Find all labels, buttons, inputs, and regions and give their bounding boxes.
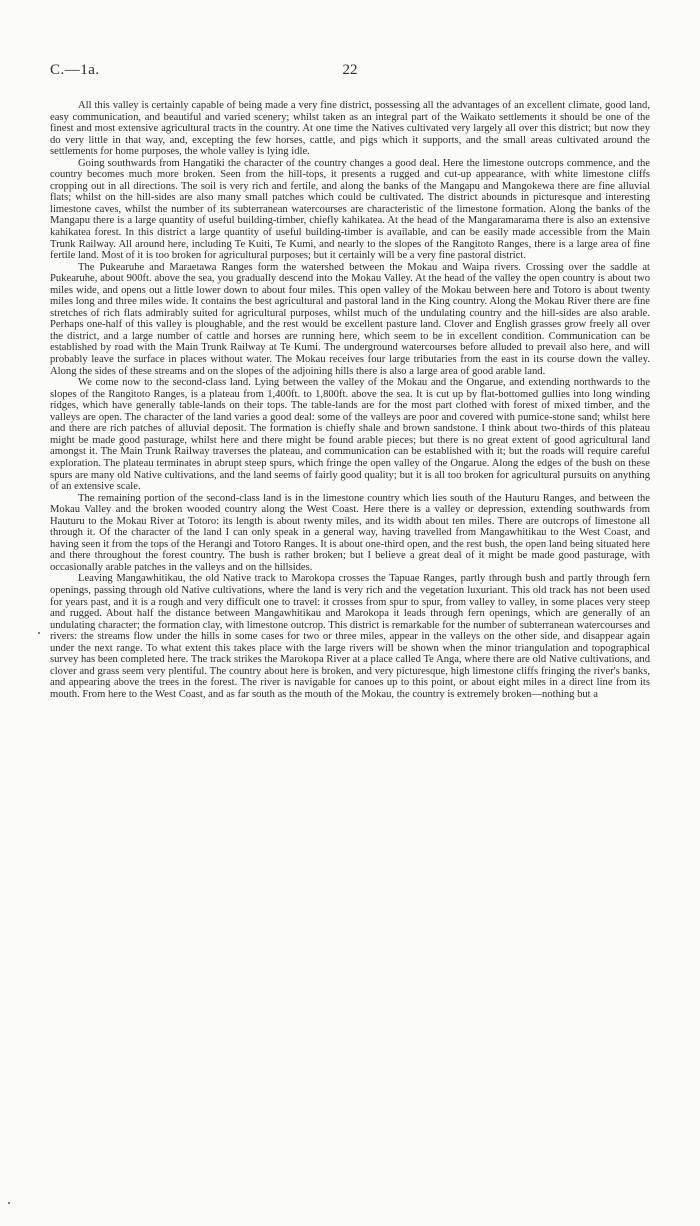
page-number: 22	[342, 62, 358, 78]
body-text	[50, 100, 650, 700]
document-reference: C.—1a.	[50, 62, 100, 78]
margin-speck	[38, 632, 40, 634]
paragraph: The remaining portion of the second-class land is in the limestone country which lies south of the Hauturu Ranges, and between the Mokau Valley and the broken wooded country along the West Coast. Here there is a valley or depression, extending southwards from Hauturu to the Mokau River at Totoro: its length is about twenty miles, and its width about ten miles. There are outcrops of limestone all through it. Of the character of the land I can only speak in a general way, having travelled from Mangawhitikau to the West Coast, and having seen it from the tops of the Herangi and Totoro Ranges. It is about one-third open, and the rest bush, the open land being situated here and there throughout the forest country. The bush is rather broken; but I believe a great deal of it might be made good pasturage, with occasionally arable patches in the valleys and on the hillsides.	[50, 492, 650, 573]
margin-speck	[8, 1202, 10, 1204]
paragraph: All this valley is certainly capable of being made a very fine district, possessing all the advantages of an excellent climate, good land, easy communication, and beautiful and varied scenery; whilst taken as an integral part of the Waikato settlements it should be one of the finest and most extensive agricultural tracts in the country. At one time the Natives cultivated very largely all over this district; but now they do very little in that way, and, excepting the few horses, cattle, and pigs which it supports, and the small areas cultivated around the settlements for home purposes, the whole valley is lying idle.	[50, 100, 650, 158]
paragraph: The Pukearuhe and Maraetawa Ranges form the watershed between the Mokau and Waipa rivers. Crossing over the saddle at Pukearuhe, about 900ft. above the sea, you gradually descend into the Mokau Valley. At the head of the valley the open country is about two miles wide, and opens out a little lower down to about four miles. This open valley of the Mokau between here and Totoro is about twenty miles long and three miles wide. It contains the best agricultural and pastoral land in the King country. Along the Mokau River there are fine stretches of rich flats admirably suited for agricultural purposes, whilst much of the undulating country and the hill-sides are also arable. Perhaps one-half of this valley is ploughable, and the rest would be excellent pasture land. Clover and English grasses grow freely all over the district, and a large number of cattle and horses are running here, which seem to be in excellent condition. Communication can be established by road with the Main Trunk Railway at Te Kumi. The underground watercourses before alluded to prevail also here, and will probably leave the surface in places without water. The Mokau receives four large tributaries from the east in its course down the valley. Along the sides of these streams and on the slopes of the adjoining hills there is also a large area of good arable land.	[50, 261, 650, 377]
paragraph: Going southwards from Hangatiki the character of the country changes a good deal. Here the limestone outcrops commence, and the country becomes much more broken. Seen from the hill-tops, it presents a rugged and cut-up appearance, with white limestone cliffs cropping out in all directions. The soil is very rich and fertile, and along the banks of the Mangapu and Mangokewa there are fine alluvial flats; whilst on the hill-sides are also many small patches which could be cultivated. The district abounds in picturesque and interesting limestone caves, whilst the number of its subterranean watercourses are characteristic of the limestone formation. Along the banks of the Mangapu there is a large quantity of useful building-timber, chiefly kahikatea. At the head of the Mangaramarama there is also an extensive kahikatea forest. In this district a large quantity of useful building-timber is available, and can be easily made accessible from the Main Trunk Railway. All around here, including Te Kuiti, Te Kumi, and nearly to the slopes of the Rangitoto Ranges, there is a large area of fine fertile land. Most of it is too broken for agricultural purposes; but it certainly will be a very fine pastoral district.	[50, 157, 650, 262]
paragraph: Leaving Mangawhitikau, the old Native track to Marokopa crosses the Tapuae Ranges, partly through bush and partly through fern openings, passing through old Native cultivations, where the land is very rich and the vegetation luxuriant. This old track has not been used for years past, and it is a rough and very difficult one to travel: it crosses from spur to spur, from valley to valley, in some places very steep and rugged. About half the distance between Mangawhitikau and Marokopa it leads through fern openings, which are generally of an undulating character; the formation clay, with limestone outcrop. This district is remarkable for the number of subterranean watercourses and rivers: the streams flow under the hills in some cases for two or three miles, appear in the valleys on the other side, and disappear again under the next range. To what extent this takes place with the large rivers will be shown when the minor triangulation and topographical survey has been completed here. The track strikes the Marokopa River at a place called Te Anga, where there are old Native cultivations, and clover and grass seem very plentiful. The country about here is broken, and very picturesque, high limestone cliffs fringing the river's banks, and appearing above the trees in the forest. The river is navigable for canoes up to this point, or about eight miles in a direct line from its mouth. From here to the West Coast, and as far south as the mouth of the Mokau, the country is extremely broken—nothing but a	[50, 573, 650, 700]
page-header	[50, 62, 650, 84]
paragraph: We come now to the second-class land. Lying between the valley of the Mokau and the Ongarue, and extending northwards to the slopes of the Rangitoto Ranges, is a plateau from 1,400ft. to 1,800ft. above the sea. It is cut up by flat-bottomed gullies into long winding ridges, which have generally table-lands on their tops. The table-lands are for the most part clothed with forest of mixed timber, and the valleys are open. The character of the land varies a good deal: some of the valleys are poor and covered with pumice-stone sand; whilst here and there are rich patches of alluvial deposit. The formation is chiefly shale and brown sandstone. I think about two-thirds of this plateau might be made good pasturage, whilst here and there might be found arable pieces; but there is no great extent of good agricultural land amongst it. The Main Trunk Railway traverses the plateau, and communication can be established with it; but the roads will require careful exploration. The plateau terminates in abrupt steep spurs, which fringe the open valley of the Ongarue. Along the edges of the bush on these spurs are many old Native cultivations, and the land seems of fairly good quality; but it is all too broken for agricultural pursuits on anything of an extensive scale.	[50, 377, 650, 493]
